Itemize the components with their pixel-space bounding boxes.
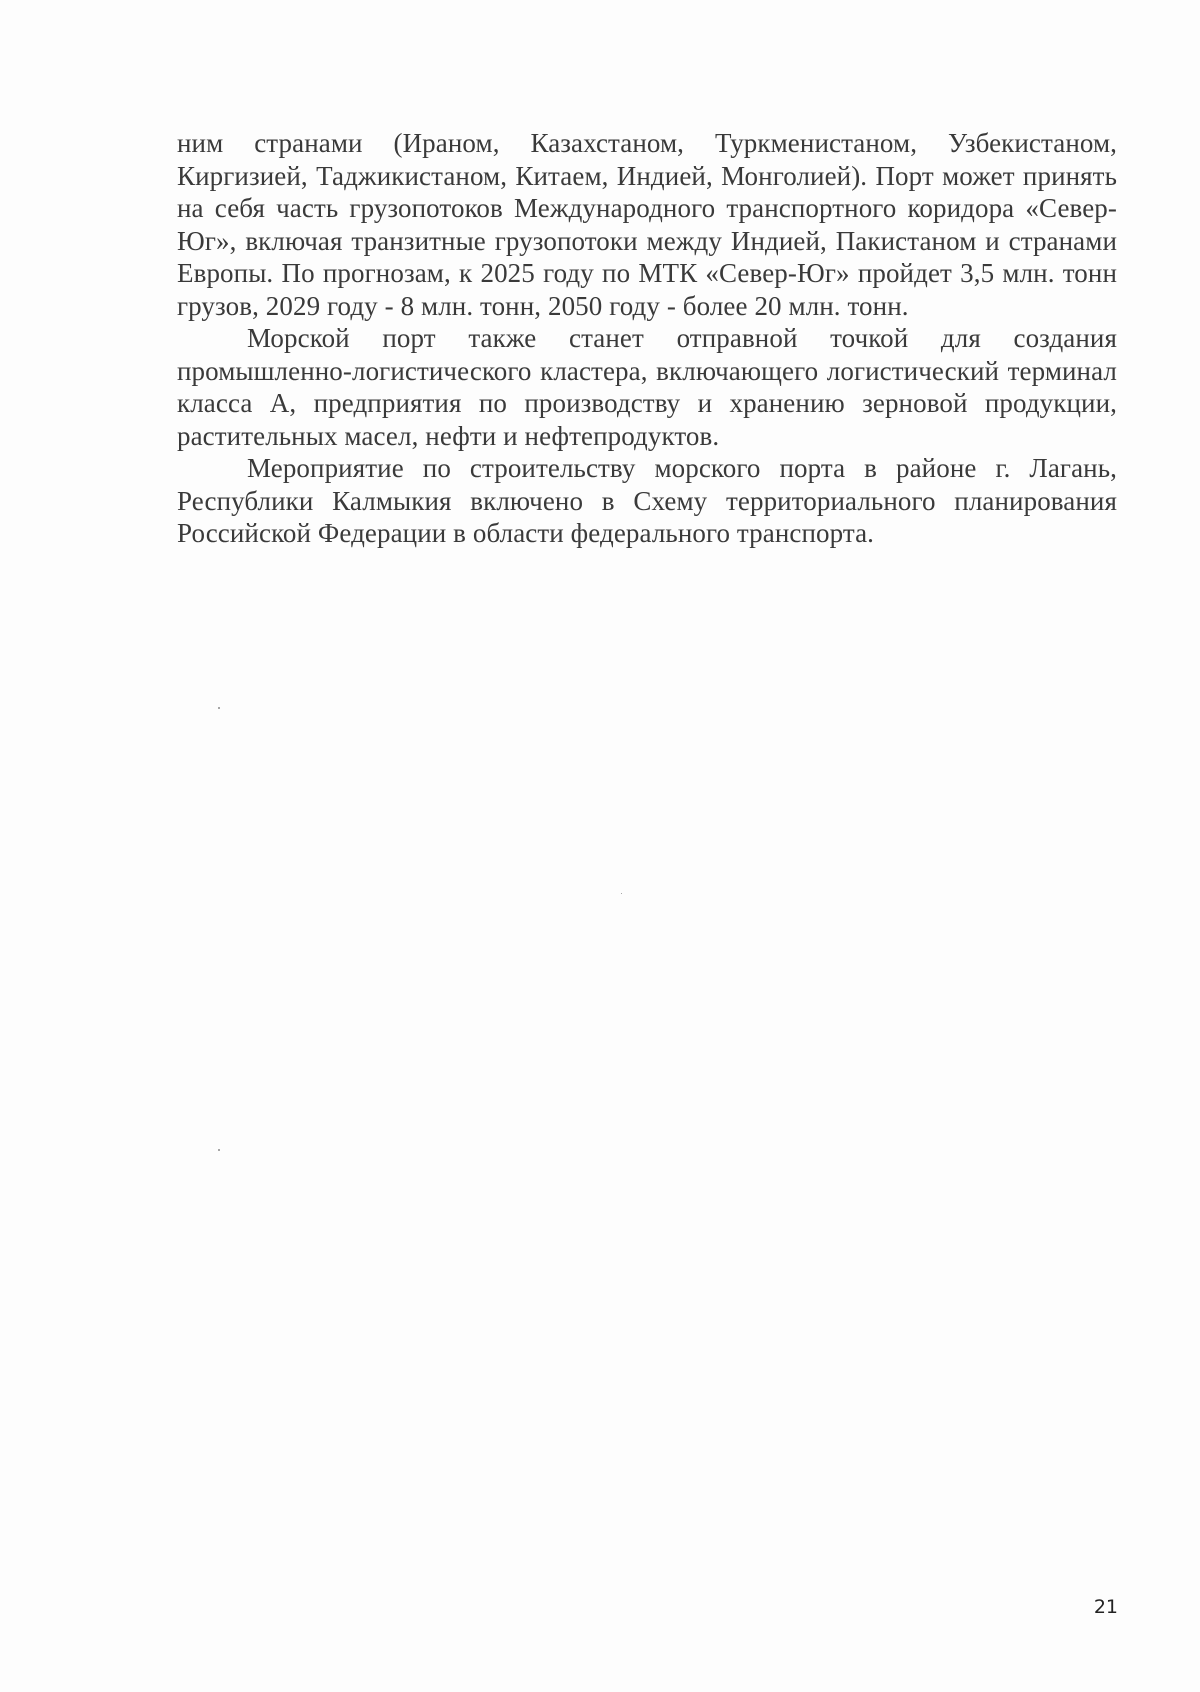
page-number: 21 <box>1093 1596 1118 1618</box>
scan-speck <box>218 1149 220 1151</box>
paragraph-territorial-planning: Мероприятие по строительству морского порта в районе г. Лагань, Республики Калмыкия включено в Схему территориального планирования Российской Федерации в области федерального транспорта. <box>177 453 1117 548</box>
scan-speck <box>218 707 220 709</box>
paragraph-continuation: ним странами (Ираном, Казахстаном, Туркменистаном, Узбекистаном, Киргизией, Таджикистаном, Китаем, Индией, Монголией). Порт может принять на себя часть грузопотоков Международного транспортного коридора «Север-Юг», включая транзитные грузопотоки между Индией, Пакистаном и странами Европы. По прогнозам, к 2025 году по МТК «Север-Юг» пройдет 3,5 млн. тонн грузов, 2029 году - 8 млн. тонн, 2050 году - более 20 млн. тонн. <box>177 128 1117 321</box>
scan-speck <box>621 893 622 894</box>
document-body <box>177 127 1117 550</box>
paragraph-sea-port-cluster: Морской порт также станет отправной точкой для создания промышленно-логистического кластера, включающего логистический терминал класса А, предприятия по производству и хранению зерновой продукции, растительных масел, нефти и нефтепродуктов. <box>177 323 1117 451</box>
